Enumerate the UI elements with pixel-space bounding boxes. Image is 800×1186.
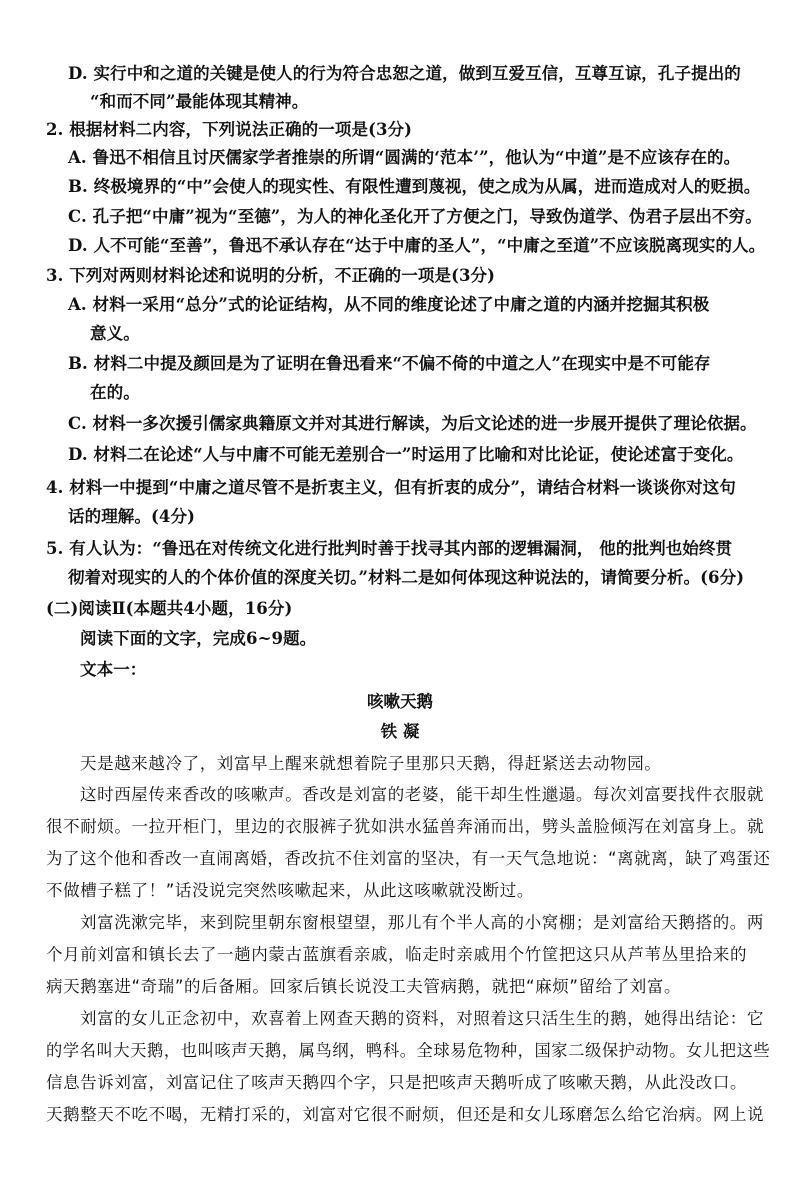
story-line: 不做槽子糕了！”话没说完突然咳嗽起来，从此这咳嗽就没断过。	[46, 881, 534, 900]
section2-heading: (二)阅读Ⅱ(本题共4小题，16分)	[46, 599, 293, 618]
q2-option-b: B. 终极境界的“中”会使人的现实性、有限性遭到蔑视，使之成为从属，进而造成对人的贬损。	[68, 177, 761, 196]
q3-option-a-line2: 意义。	[90, 324, 140, 343]
section2-text-label: 文本一：	[80, 660, 147, 679]
story-line: 为了这个他和香改一直闹离婚，香改抗不住刘富的坚决，有一天气急地说：“离就离，缺了鸡蛋还	[46, 849, 771, 868]
story-title: 咳嗽天鹅	[367, 692, 433, 711]
q2-option-c: C. 孔子把“中庸”视为“至德”，为人的神化圣化开了方便之门，导致伪道学、伪君子层出不穷。	[68, 207, 762, 226]
story-line: 个月前刘富和镇长去了一趟内蒙古蓝旗看亲戚，临走时亲戚用个竹筐把这只从芦苇丛里拾来的	[46, 945, 748, 964]
story-line: 的学名叫大天鹅，也叫咳声天鹅，属鸟纲，鸭科。全球易危物种，国家二级保护动物。女儿把这些	[46, 1041, 771, 1060]
q3-option-d: D. 材料二在论述“人与中庸不可能无差别合一”时运用了比喻和对比论证，使论述富于变化。	[68, 445, 744, 464]
q5-line2: 彻着对现实的人的个体价值的深度关切。”材料二是如何体现这种说法的，请简要分析。(6分)	[68, 568, 745, 587]
q3-option-c: C. 材料一多次援引儒家典籍原文并对其进行解读，为后文论述的进一步展开提供了理论依据。	[68, 414, 757, 433]
story-line: 信息告诉刘富，刘富记住了咳声天鹅四个字，只是把咳声天鹅听成了咳嗽天鹅，从此没改口。	[46, 1073, 748, 1092]
story-line: 刘富的女儿正念初中，欢喜着上网查天鹅的资料，对照着这只活生生的鹅，她得出结论：它	[80, 1009, 764, 1028]
story-line: 病天鹅塞进“奇瑞”的后备厢。回家后镇长说没工夫管病鹅，就把“麻烦”留给了刘富。	[46, 977, 682, 996]
story-line: 天鹅整天不吃不喝，无精打采的，刘富对它很不耐烦，但还是和女儿琢磨怎么给它治病。网上说	[46, 1105, 765, 1124]
q2-stem: 2. 根据材料二内容，下列说法正确的一项是(3分)	[46, 120, 413, 139]
story-line: 刘富洗漱完毕，来到院里朝东窗根望望，那儿有个半人高的小窝棚；是刘富给天鹅搭的。两	[80, 913, 764, 932]
q3-option-b-line1: B. 材料二中提及颜回是为了证明在鲁迅看来“不偏不倚的中道之人”在现实中是不可能存	[68, 354, 711, 373]
q3-option-b-line2: 在的。	[90, 383, 140, 402]
q5-line1: 5. 有人认为：“鲁迅在对传统文化进行批判时善于找寻其内部的逻辑漏洞， 他的批判也始终贯	[46, 539, 733, 558]
q3-stem: 3. 下列对两则材料论述和说明的分析，不正确的一项是(3分)	[46, 266, 496, 285]
q3-option-a-line1: A. 材料一采用“总分”式的论证结构，从不同的维度论述了中庸之道的内涵并挖掘其积极	[68, 295, 710, 314]
story-line: 这时西屋传来香改的咳嗽声。香改是刘富的老婆，能干却生性邋遢。每次刘富要找件衣服就	[80, 785, 764, 804]
story-author: 铁 凝	[380, 722, 420, 741]
q2-option-a: A. 鲁迅不相信且讨厌儒家学者推崇的所谓“圆满的‘范本’”，他认为“中道”是不应该存在的。	[68, 148, 741, 167]
q4-line1: 4. 材料一中提到“中庸之道尽管不是折衷主义，但有折衷的成分”，请结合材料一谈谈你对这句	[46, 478, 736, 497]
q4-line2: 话的理解。(4分)	[68, 507, 195, 526]
q2-option-d: D. 人不可能“至善”，鲁迅不承认存在“达于中庸的圣人”，“中庸之至道”不应该脱离现实的人。	[68, 236, 766, 255]
q1-option-d-line1: D. 实行中和之道的关键是使人的行为符合忠恕之道，做到互爱互信，互尊互谅，孔子提出的	[68, 64, 741, 83]
story-line: 天是越来越冷了，刘富早上醒来就想着院子里那只天鹅，得赶紧送去动物园。	[80, 754, 662, 773]
section2-instruction: 阅读下面的文字，完成6~9题。	[80, 629, 317, 648]
q1-option-d-line2: “和而不同”最能体现其精神。	[90, 92, 309, 111]
story-line: 很不耐烦。一拉开柜门，里边的衣服裤子犹如洪水猛兽奔涌而出，劈头盖脸倾泻在刘富身上。就	[46, 817, 765, 836]
